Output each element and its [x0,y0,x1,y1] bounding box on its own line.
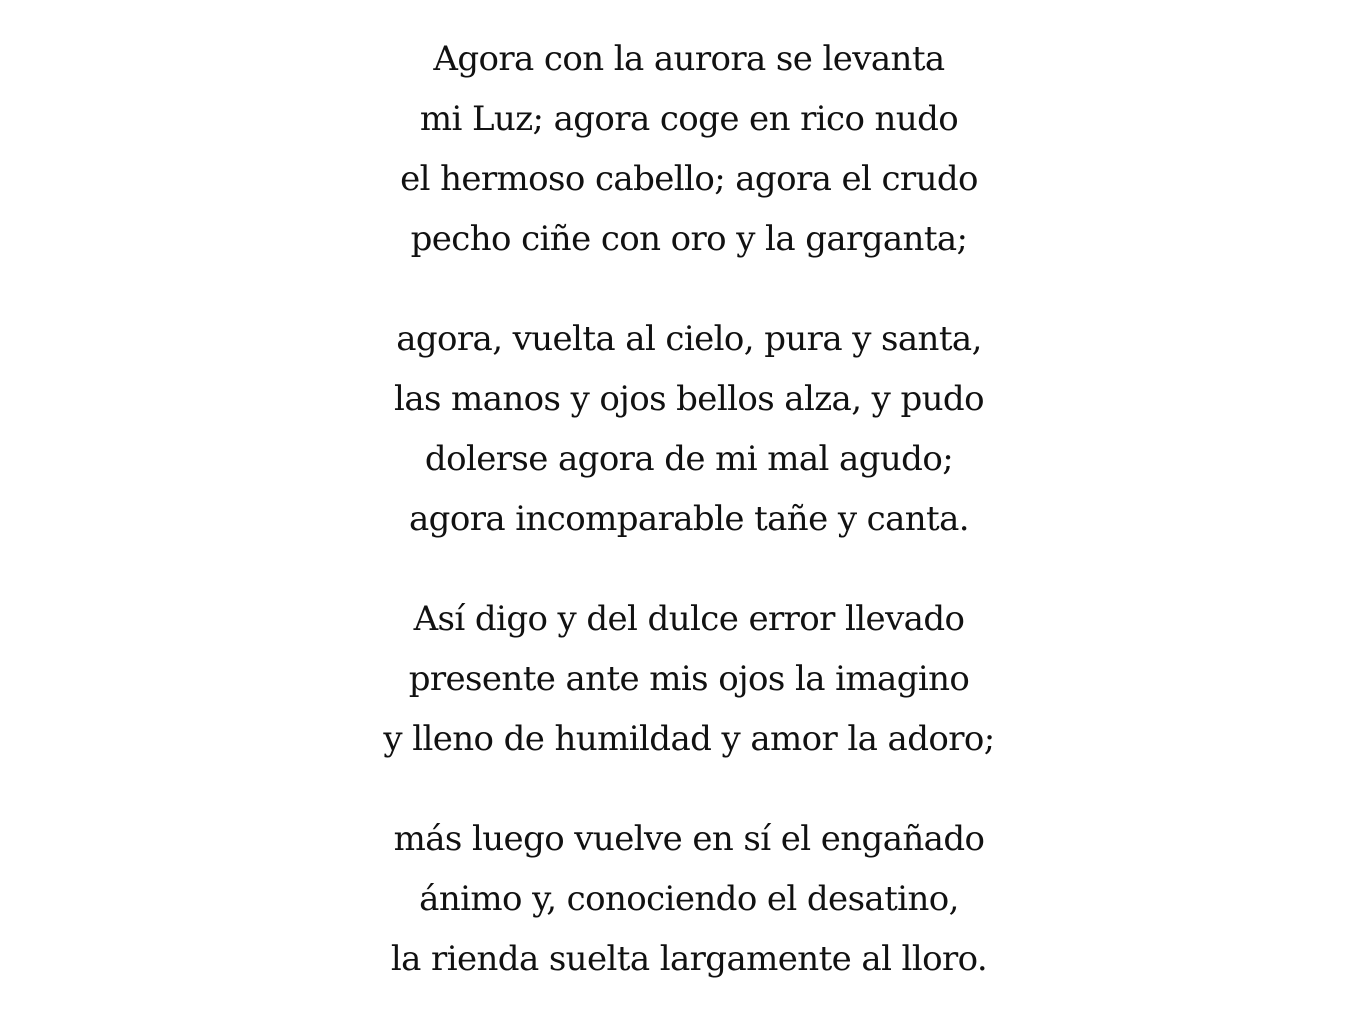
poem-line: agora, vuelta al cielo, pura y santa, [396,319,982,359]
stanza-1 [0,29,1367,269]
poem-line: la rienda suelta largamente al lloro. [390,939,988,979]
poem-line: dolerse agora de mi mal agudo; [424,439,954,479]
poem-text [0,29,1367,1029]
poem-line: agora incomparable tañe y canta. [408,499,969,539]
poem-line: presente ante mis ojos la imagino [408,659,970,699]
stanza-3 [0,589,1367,769]
poem-line: el hermoso cabello; agora el crudo [400,159,978,199]
stanza-2 [0,309,1367,549]
poem-line: y lleno de humildad y amor la adoro; [383,719,995,759]
poem-line: mi Luz; agora coge en rico nudo [419,99,959,139]
poem-line: más luego vuelve en sí el engañado [393,819,985,859]
poem-line: pecho ciñe con oro y la garganta; [410,219,968,259]
poem-line: ánimo y, conociendo el desatino, [419,879,959,919]
poem-line: Así digo y del dulce error llevado [413,599,965,639]
poem-line: Agora con la aurora se levanta [433,39,945,79]
poem-line: las manos y ojos bellos alza, y pudo [394,379,984,419]
stanza-4 [0,809,1367,989]
